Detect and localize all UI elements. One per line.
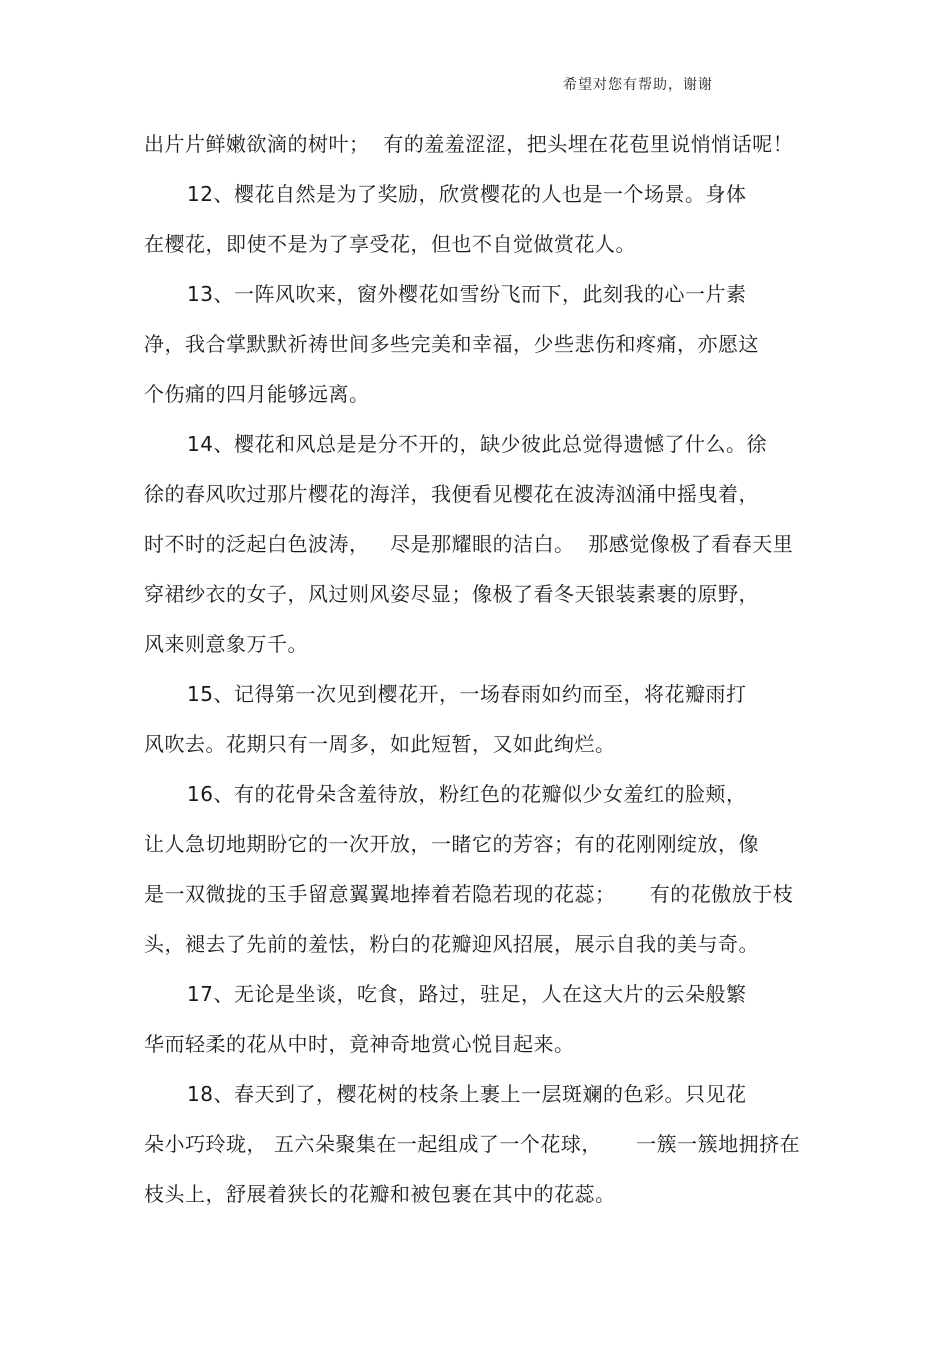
text-line: 是一双微拢的玉手留意翼翼地捧着若隐若现的花蕊； 有的花傲放于枝 <box>144 882 794 906</box>
text-line: 14、樱花和风总是是分不开的，缺少彼此总觉得遗憾了什么。徐 <box>187 432 767 456</box>
text-line: 风来则意象万千。 <box>144 632 308 656</box>
text-line: 17、无论是坐谈，吃食，路过，驻足，人在这大片的云朵般繁 <box>187 982 747 1006</box>
text-line: 头，褪去了先前的羞怯，粉白的花瓣迎风招展，展示自我的美与奇。 <box>144 932 759 956</box>
text-line: 让人急切地期盼它的一次开放，一睹它的芳容；有的花刚刚绽放，像 <box>144 832 759 856</box>
text-line: 15、记得第一次见到樱花开，一场春雨如约而至，将花瓣雨打 <box>187 682 747 706</box>
text-line: 风吹去。花期只有一周多，如此短暂，又如此绚烂。 <box>144 732 616 756</box>
text-line: 徐的春风吹过那片樱花的海洋，我便看见樱花在波涛汹涌中摇曳着， <box>144 482 759 506</box>
text-line: 时不时的泛起白色波涛， 尽是那耀眼的洁白。 那感觉像极了看春天里 <box>144 532 794 556</box>
text-line: 18、春天到了，樱花树的枝条上裹上一层斑斓的色彩。只见花 <box>187 1082 747 1106</box>
text-line: 出片片鲜嫩欲滴的树叶； 有的羞羞涩涩，把头埋在花苞里说悄悄话呢！ <box>144 132 794 156</box>
text-line: 净，我合掌默默祈祷世间多些完美和幸福，少些悲伤和疼痛，亦愿这 <box>144 332 759 356</box>
text-line: 枝头上，舒展着狭长的花瓣和被包裹在其中的花蕊。 <box>144 1182 616 1206</box>
text-line: 12、樱花自然是为了奖励，欣赏樱花的人也是一个场景。身体 <box>187 182 747 206</box>
page-header: 希望对您有帮助，谢谢 <box>563 77 713 93</box>
text-line: 华而轻柔的花从中时，竟神奇地赏心悦目起来。 <box>144 1032 575 1056</box>
text-line: 穿裙纱衣的女子，风过则风姿尽显；像极了看冬天银装素裹的原野， <box>144 582 759 606</box>
text-line: 个伤痛的四月能够远离。 <box>144 382 370 406</box>
text-line: 在樱花，即使不是为了享受花，但也不自觉做赏花人。 <box>144 232 636 256</box>
text-line: 13、一阵风吹来，窗外樱花如雪纷飞而下，此刻我的心一片素 <box>187 282 747 306</box>
text-line: 朵小巧玲珑， 五六朵聚集在一起组成了一个花球， 一簇一簇地拥挤在 <box>144 1132 801 1156</box>
text-line: 16、有的花骨朵含羞待放，粉红色的花瓣似少女羞红的脸颊， <box>187 782 747 806</box>
